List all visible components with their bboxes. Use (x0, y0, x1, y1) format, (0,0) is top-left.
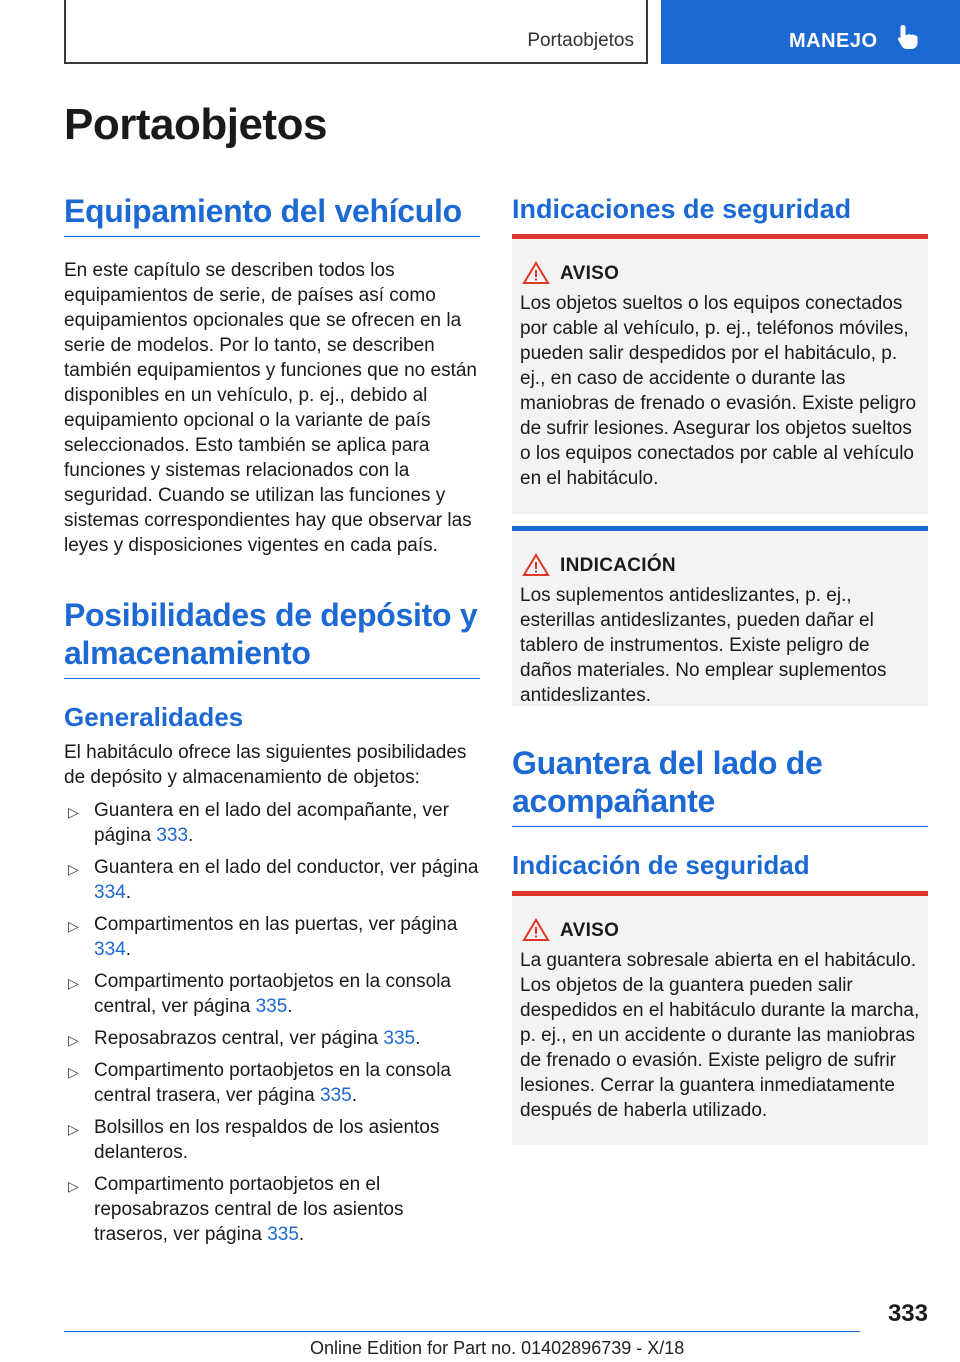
page-title: Portaobjetos (64, 100, 327, 149)
storage-intro: El habitáculo ofrece las siguientes posibilidades de depósito y almacenamiento de objetos: (64, 742, 467, 788)
warning-triangle-icon (522, 261, 550, 285)
footer-edition: Online Edition for Part no. 01402896739 - X/18 (310, 1338, 685, 1358)
storage-item-end: . (351, 1085, 357, 1106)
section-heading-safety: Indicaciones de seguridad (512, 194, 852, 224)
storage-item-text: Bolsillos en los respaldos de los asientos delanteros. (94, 1117, 440, 1163)
page-reference-link[interactable]: 335 (255, 996, 288, 1017)
page-reference-link[interactable]: 335 (383, 1028, 416, 1049)
notice-aviso-1 (512, 234, 928, 514)
storage-item-end: . (287, 996, 293, 1017)
notice-indicacion (512, 526, 928, 706)
equipment-paragraph: En este capítulo se describen todos los equipamientos de serie, de países así como equipamientos opcionales que se ofrecen en la serie de modelos. Por lo tanto, se describen también equipamientos y funciones que no están disponibles en un vehículo, p. ej., debido al equipamiento opcional o la variante de país seleccionados. Esto también se aplica para funciones y sistemas relacionados con la seguridad. Cuando se utilizan las funciones y sistemas correspondientes hay que observar las leyes y disposiciones vigentes en cada país. (64, 260, 477, 556)
header-chapter-title: MANEJO (789, 30, 878, 52)
page-reference-link[interactable]: 335 (320, 1085, 352, 1106)
page-reference-link[interactable]: 334 (94, 939, 126, 960)
notice-aviso-2 (512, 891, 928, 1145)
bullet-triangle-icon: ▷ (68, 1032, 79, 1048)
storage-list-item (64, 855, 480, 905)
warning-triangle-icon (522, 553, 550, 577)
storage-item-text: Compartimentos en las puertas, ver página (94, 914, 458, 935)
storage-item-end: . (125, 939, 131, 960)
pointing-hand-icon (897, 24, 919, 50)
storage-list-item (64, 798, 480, 848)
header-section-title: Portaobjetos (527, 30, 634, 51)
bullet-triangle-icon: ▷ (68, 804, 79, 820)
bullet-triangle-icon: ▷ (68, 1064, 79, 1080)
bullet-triangle-icon: ▷ (68, 975, 79, 991)
bullet-triangle-icon: ▷ (68, 1178, 79, 1194)
storage-list-item (64, 1115, 480, 1165)
section-heading-storage: Posibilidades de depósito y almacenamiento (64, 596, 480, 679)
subheading-glovebox-safety: Indicación de seguridad (512, 850, 810, 880)
warning-triangle-icon (522, 918, 550, 942)
section-heading-glovebox: Guantera del lado de acompañante (512, 744, 928, 827)
bullet-triangle-icon: ▷ (68, 918, 79, 934)
header-chapter-tab (661, 0, 960, 64)
storage-item-end: . (188, 825, 194, 846)
storage-list-item (64, 969, 480, 1019)
storage-item-end: . (125, 882, 131, 903)
subheading-general: Generalidades (64, 702, 244, 732)
storage-list (64, 798, 480, 1254)
notice-label: INDICACIÓN (560, 555, 676, 576)
storage-item-text: Compartimento portaobjetos en el reposabrazos central de los asientos traseros, ver página (94, 1174, 404, 1245)
storage-item-end: . (415, 1028, 421, 1049)
storage-list-item (64, 1172, 480, 1247)
storage-item-text: Reposabrazos central, ver página (94, 1028, 384, 1049)
header-section-box (64, 0, 648, 64)
notice-label: AVISO (560, 920, 620, 941)
notice-text: Los suplementos antideslizantes, p. ej., esterillas antideslizantes, pueden dañar el tablero de instrumentos. Existe peligro de daños materiales. No emplear suplementos antideslizantes. (520, 585, 887, 706)
section-heading-equipment: Equipamiento del vehículo (64, 192, 480, 237)
storage-list-item (64, 1026, 480, 1051)
notice-label: AVISO (560, 263, 620, 284)
page-reference-link[interactable]: 335 (267, 1224, 299, 1245)
page-reference-link[interactable]: 334 (94, 882, 126, 903)
storage-item-text: Guantera en el lado del acompañante, ver página (94, 800, 449, 846)
storage-list-item (64, 1058, 480, 1108)
page-number: 333 (887, 1300, 928, 1327)
storage-item-end: . (298, 1224, 305, 1245)
storage-list-item (64, 912, 480, 962)
storage-item-text: Compartimento portaobjetos en la consola central, ver página (94, 971, 451, 1017)
notice-text: La guantera sobresale abierta en el habitáculo. Los objetos de la guantera pueden salir despedidos en el habitáculo durante la marcha, p. ej., en un accidente o durante las maniobras de frenado o evasión. Existe peligro de sufrir lesiones. Cerrar la guantera inmediatamente después de haberla utilizado. (520, 950, 920, 1121)
storage-item-text: Guantera en el lado del conductor, ver página (94, 857, 479, 878)
bullet-triangle-icon: ▷ (68, 1121, 79, 1137)
notice-text: Los objetos sueltos o los equipos conectados por cable al vehículo, p. ej., teléfonos móviles, pueden salir despedidos por el habitáculo, p. ej., en caso de accidente o durante las maniobras de frenado o evasión. Existe peligro de sufrir lesiones. Asegurar los objetos sueltos o los equipos conectados por cable al vehículo en el habitáculo. (520, 293, 917, 489)
footer-divider (64, 1331, 860, 1332)
bullet-triangle-icon: ▷ (68, 861, 79, 877)
storage-item-text: Compartimento portaobjetos en la consola central trasera, ver página (94, 1060, 451, 1106)
page-reference-link[interactable]: 333 (156, 825, 189, 846)
